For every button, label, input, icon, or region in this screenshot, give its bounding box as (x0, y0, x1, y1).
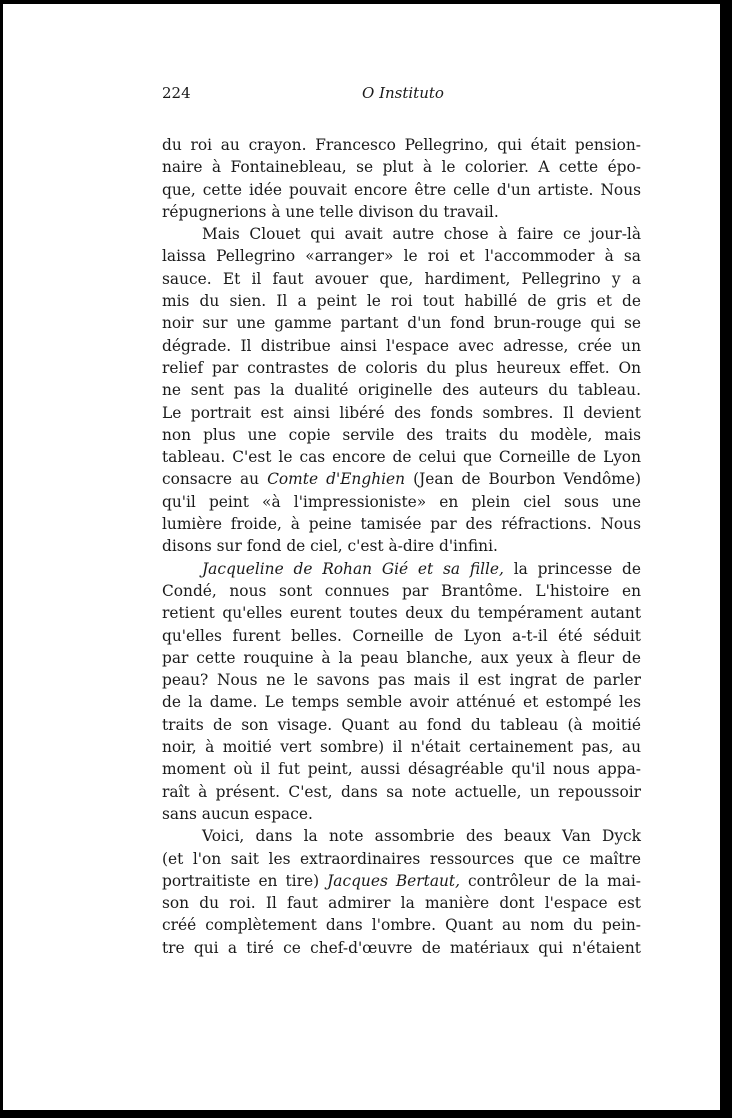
text-segment: (et l'on sait les extraordinaires ressources que ce maître (162, 849, 641, 868)
text-line (162, 558, 641, 580)
text-line (162, 758, 641, 780)
text-line (162, 424, 641, 446)
text-line (162, 357, 641, 379)
text-line (162, 870, 641, 892)
text-segment: mis du sien. Il a peint le roi tout habillé de gris et de (162, 292, 641, 311)
text-segment: tre qui a tiré ce chef-d'œuvre de matériaux qui n'étaient (162, 938, 641, 957)
text-line (162, 914, 641, 936)
text-segment: sauce. Et il faut avouer que, hardiment, Pellegrino y a (162, 269, 641, 288)
text-segment: naire à Fontainebleau, se plut à le colorier. A cette épo- (162, 158, 641, 177)
running-head (162, 84, 641, 108)
text-line (162, 781, 641, 803)
text-segment: lumière froide, à peine tamisée par des réfractions. Nous (162, 515, 641, 534)
text-segment: par cette rouquine à la peau blanche, aux yeux à fleur de (162, 648, 641, 667)
text-line (162, 892, 641, 914)
page-number: 224 (162, 84, 191, 102)
text-line (162, 134, 641, 156)
text-line (162, 491, 641, 513)
text-line (162, 580, 641, 602)
text-segment: relief par contrastes de coloris du plus heureux effet. On (162, 358, 641, 377)
text-segment: de la dame. Le temps semble avoir atténué et estompé les (162, 693, 641, 712)
text-segment: qu'elles furent belles. Corneille de Lyon a-t-il été séduit (162, 626, 641, 645)
text-line (162, 803, 641, 825)
text-segment: sans aucun espace. (162, 804, 313, 823)
text-segment: Voici, dans la note assombrie des beaux Van Dyck (202, 827, 641, 846)
text-segment: traits de son visage. Quant au fond du tableau (à moitié (162, 715, 641, 734)
text-line (162, 312, 641, 334)
text-segment: Condé, nous sont connues par Brantôme. L'histoire en (162, 581, 641, 600)
text-line (162, 669, 641, 691)
text-segment: disons sur fond de ciel, c'est à-dire d'infini. (162, 537, 498, 556)
text-segment: ne sent pas la dualité originelle des auteurs du tableau. (162, 381, 641, 400)
text-segment: répugnerions à une telle divison du travail. (162, 202, 499, 221)
text-line (162, 625, 641, 647)
text-segment: créé complètement dans l'ombre. Quant au nom du pein- (162, 916, 641, 935)
italic-title: Jacques Bertaut, (327, 871, 461, 890)
text-segment: (Jean de Bourbon Vendôme) (405, 470, 641, 489)
text-segment: qu'il peint «à l'impressioniste» en plein ciel sous une (162, 492, 641, 511)
text-line (162, 268, 641, 290)
text-line (162, 290, 641, 312)
text-line (162, 848, 641, 870)
text-line (162, 513, 641, 535)
text-line (162, 647, 641, 669)
text-segment: que, cette idée pouvait encore être celle d'un artiste. Nous (162, 180, 641, 199)
text-line (162, 379, 641, 401)
text-segment: portraitiste en tire) (162, 871, 328, 890)
running-title: O Instituto (362, 84, 444, 102)
text-segment: noir, à moitié vert sombre) il n'était certainement pas, au (162, 738, 641, 757)
text-segment: tableau. C'est le cas encore de celui que Corneille de Lyon (162, 448, 641, 467)
text-segment: laissa Pellegrino «arranger» le roi et l'accommoder à sa (162, 247, 641, 266)
text-line (162, 937, 641, 959)
text-line (162, 245, 641, 267)
text-line (162, 156, 641, 178)
text-line (162, 468, 641, 490)
italic-title: Jacqueline de Rohan Gié et sa fille, (202, 559, 504, 578)
text-segment: consacre au (162, 470, 268, 489)
italic-title: Comte d'Enghien (267, 470, 406, 489)
text-segment: dégrade. Il distribue ainsi l'espace avec adresse, crée un (162, 336, 641, 355)
text-segment: raît à présent. C'est, dans sa note actuelle, un repoussoir (162, 782, 641, 801)
text-segment: peau? Nous ne le savons pas mais il est ingrat de parler (162, 671, 641, 690)
text-line (162, 825, 641, 847)
text-line (162, 736, 641, 758)
text-line (162, 179, 641, 201)
book-page (162, 84, 641, 959)
text-line (162, 402, 641, 424)
text-segment: moment où il fut peint, aussi désagréable qu'il nous appa- (162, 760, 641, 779)
text-line (162, 602, 641, 624)
text-segment: Le portrait est ainsi libéré des fonds sombres. Il devient (162, 403, 641, 422)
text-segment: contrôleur de la mai- (460, 871, 641, 890)
text-segment: retient qu'elles eurent toutes deux du tempérament autant (162, 604, 641, 623)
text-segment: son du roi. Il faut admirer la manière dont l'espace est (162, 894, 641, 913)
text-line (162, 446, 641, 468)
text-line (162, 223, 641, 245)
text-line (162, 535, 641, 557)
text-line (162, 335, 641, 357)
text-segment: non plus une copie servile des traits du modèle, mais (162, 425, 641, 444)
text-segment: noir sur une gamme partant d'un fond brun-rouge qui se (162, 314, 641, 333)
text-line (162, 201, 641, 223)
text-segment: la princesse de (503, 559, 641, 578)
text-line (162, 691, 641, 713)
body-text (162, 134, 641, 959)
text-line (162, 714, 641, 736)
text-segment: Mais Clouet qui avait autre chose à faire ce jour-là (202, 225, 641, 244)
text-segment: du roi au crayon. Francesco Pellegrino, qui était pension- (162, 136, 641, 154)
